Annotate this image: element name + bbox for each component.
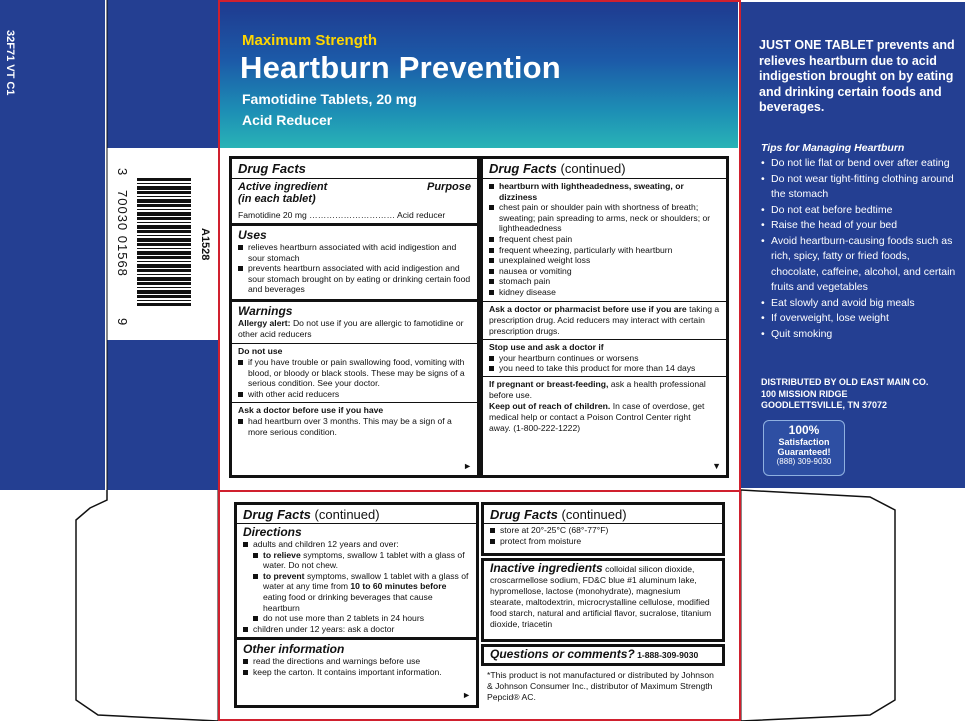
tip-item: • Quit smoking (761, 327, 957, 343)
keep-text: In case of overdose, get medical help or contact a Poison Control Center right away. (1-800-222-1222) (489, 400, 705, 433)
barcode-right-digit: 9 (115, 318, 130, 326)
storage-item: store at 20°-25°C (68°-77°F) (490, 525, 716, 536)
directions-sub-item: to relieve symptoms, swallow 1 tablet with a glass of water. Do not chew. (243, 550, 470, 571)
cut-line-top (218, 0, 741, 2)
stop-item: you need to take this product for more than 14 days (489, 363, 720, 374)
badge-line2: Guaranteed! (777, 447, 831, 457)
tip-item: • Eat slowly and avoid big meals (761, 296, 957, 312)
directions-sub-item: do not use more than 2 tablets in 24 hours (243, 613, 470, 624)
other-header: Other information (243, 642, 345, 657)
continue-down-arrow-icon: ▼ (712, 461, 721, 471)
heart-item: frequent wheezing, particularly with heartburn (489, 245, 720, 256)
cut-line-right (739, 0, 741, 721)
header-line2: Acid Reducer (242, 112, 333, 128)
header-title: Heartburn Prevention (240, 50, 561, 85)
other-item: read the directions and warnings before use (243, 656, 470, 667)
distributor-line: 100 MISSION RIDGE (761, 388, 848, 399)
drug-facts-box-4 (481, 502, 725, 556)
box3-title-cont: (continued) (314, 507, 380, 522)
directions-children: children under 12 years: ask a doctor (243, 624, 470, 635)
continue-arrow-icon: ► (462, 690, 471, 700)
tips-header: Tips for Managing Heartburn (761, 142, 905, 154)
purpose-header: Purpose (426, 181, 471, 193)
uses-item: prevents heartburn associated with acid indigestion and sour stomach brought on by eating or drinking certain food and beverages (238, 263, 471, 295)
inactive-box (481, 558, 725, 642)
header-subtitle: Maximum Strength (242, 32, 378, 49)
footnote: *This product is not manufactured or distributed by Johnson & Johnson Consumer Inc., distributor of Maximum Strength Pepcid® AC. (487, 670, 714, 702)
preg-bold: If pregnant or breast-feeding, (489, 378, 609, 389)
lot-code: A1528 (199, 228, 211, 261)
directions-adults: adults and children 12 years and over: (243, 539, 470, 550)
heart-item: nausea or vomiting (489, 266, 720, 277)
tip-item: • Do not lie flat or bend over after eating (761, 156, 957, 172)
questions-phone: 1-888-309-9030 (637, 650, 699, 660)
heart-item: chest pain or shoulder pain with shortness of breath; sweating; pain spreading to arms, neck or shoulders; or lightheadedness (489, 202, 720, 234)
active-header: Active ingredient (238, 181, 328, 193)
cut-line-left (218, 0, 220, 721)
badge-line1: Satisfaction (778, 437, 830, 447)
header-line1: Famotidine Tablets, 20 mg (242, 91, 417, 107)
tip-item: • Raise the head of your bed (761, 218, 957, 234)
drug-facts-box-3 (234, 502, 479, 708)
box2-title-cont: (continued) (560, 161, 626, 176)
barcode-number: 70030 01568 (115, 190, 130, 277)
heart-item: unexplained weight loss (489, 255, 720, 266)
donot-item: with other acid reducers (238, 389, 471, 400)
heart-item: kidney disease (489, 287, 720, 298)
heart-item: stomach pain (489, 276, 720, 287)
inactive-header: Inactive ingredients (490, 561, 603, 575)
product-code: 32F71 VT C1 (4, 30, 16, 96)
box4-title-cont: (continued) (561, 507, 627, 522)
active-row: Famotidine 20 mg ………………………… Acid reducer (238, 210, 446, 220)
donot-header: Do not use (238, 345, 283, 356)
other-item: keep the carton. It contains important information. (243, 667, 470, 678)
storage-item: protect from moisture (490, 536, 716, 547)
questions-header: Questions or comments? (490, 647, 635, 661)
tip-item: • Do not eat before bedtime (761, 203, 957, 219)
continue-arrow-icon: ► (463, 461, 472, 471)
box2-title: Drug Facts (489, 161, 557, 176)
heart-item: frequent chest pain (489, 234, 720, 245)
tip-item: • Avoid heartburn-causing foods such as rich, spicy, fatty or fried foods, chocolate, caffeine, alcohol, and certain fruits and vegetables (761, 234, 957, 296)
cut-line-mid (218, 490, 741, 492)
heart-item: heartburn with lightheadedness, sweating, or dizziness (489, 181, 720, 202)
questions-box (481, 644, 725, 666)
donot-item: if you have trouble or pain swallowing food, vomiting with blood, or bloody or black stools. These may be signs of a serious condition. See your doctor. (238, 357, 471, 389)
allergy-bold: Allergy alert: (238, 317, 291, 328)
keep-bold: Keep out of reach of children. (489, 400, 611, 411)
right-lead: JUST ONE TABLET prevents and relieves heartburn due to acid indigestion brought on by eating and drinking certain foods and beverages. (759, 38, 955, 114)
preg-text: ask a health professional before use. (489, 378, 706, 400)
uses-item: relieves heartburn associated with acid indigestion and sour stomach (238, 242, 471, 263)
directions-sub-item: to prevent symptoms, swallow 1 tablet with a glass of water at any time from 10 to 60 minutes before eating food or drinking beverages that cause heartburn (243, 571, 470, 613)
askdoc-header: Ask a doctor before use if you have (238, 405, 384, 416)
askdoc-item: had heartburn over 3 months. This may be a sign of a more serious condition. (238, 416, 459, 437)
distributor-line: GOODLETTSVILLE, TN 37072 (761, 400, 888, 410)
tip-item: • If overweight, lose weight (761, 311, 957, 327)
directions-header: Directions (243, 525, 302, 539)
inactive-text: colloidal silicon dioxide, croscarmellose sodium, FD&C blue #1 aluminum lake, hypromellose, lactose (monohydrate), magnesium stearate, maltodextrin, microcrystalline cellulose, modified food starch, natural and artificial flavor, sucralose, titanium dioxide, triacetin (490, 564, 712, 629)
badge-pct: 100% (788, 423, 820, 437)
uses-header: Uses (238, 228, 267, 242)
warnings-header: Warnings (238, 303, 293, 318)
box4-title: Drug Facts (490, 507, 558, 522)
tip-item: • Do not wear tight-fitting clothing around the stomach (761, 172, 957, 203)
pharm-bold: Ask a doctor or pharmacist before use if you are (489, 303, 687, 314)
box3-title: Drug Facts (243, 507, 311, 522)
allergy-text: Do not use if you are allergic to famotidine or other acid reducers (238, 317, 464, 339)
box1-title: Drug Facts (238, 161, 306, 176)
active-sub: (in each tablet) (238, 193, 316, 205)
stop-item: your heartburn continues or worsens (489, 353, 720, 364)
badge-phone: (888) 309-9030 (776, 457, 832, 466)
barcode-left-digit: 3 (115, 168, 130, 176)
distributor-line: DISTRIBUTED BY OLD EAST MAIN CO. (761, 377, 929, 387)
pharm-text: taking a prescription drug. Acid reducers may interact with certain prescription drugs. (489, 303, 720, 336)
stop-header: Stop use and ask a doctor if (489, 341, 604, 352)
